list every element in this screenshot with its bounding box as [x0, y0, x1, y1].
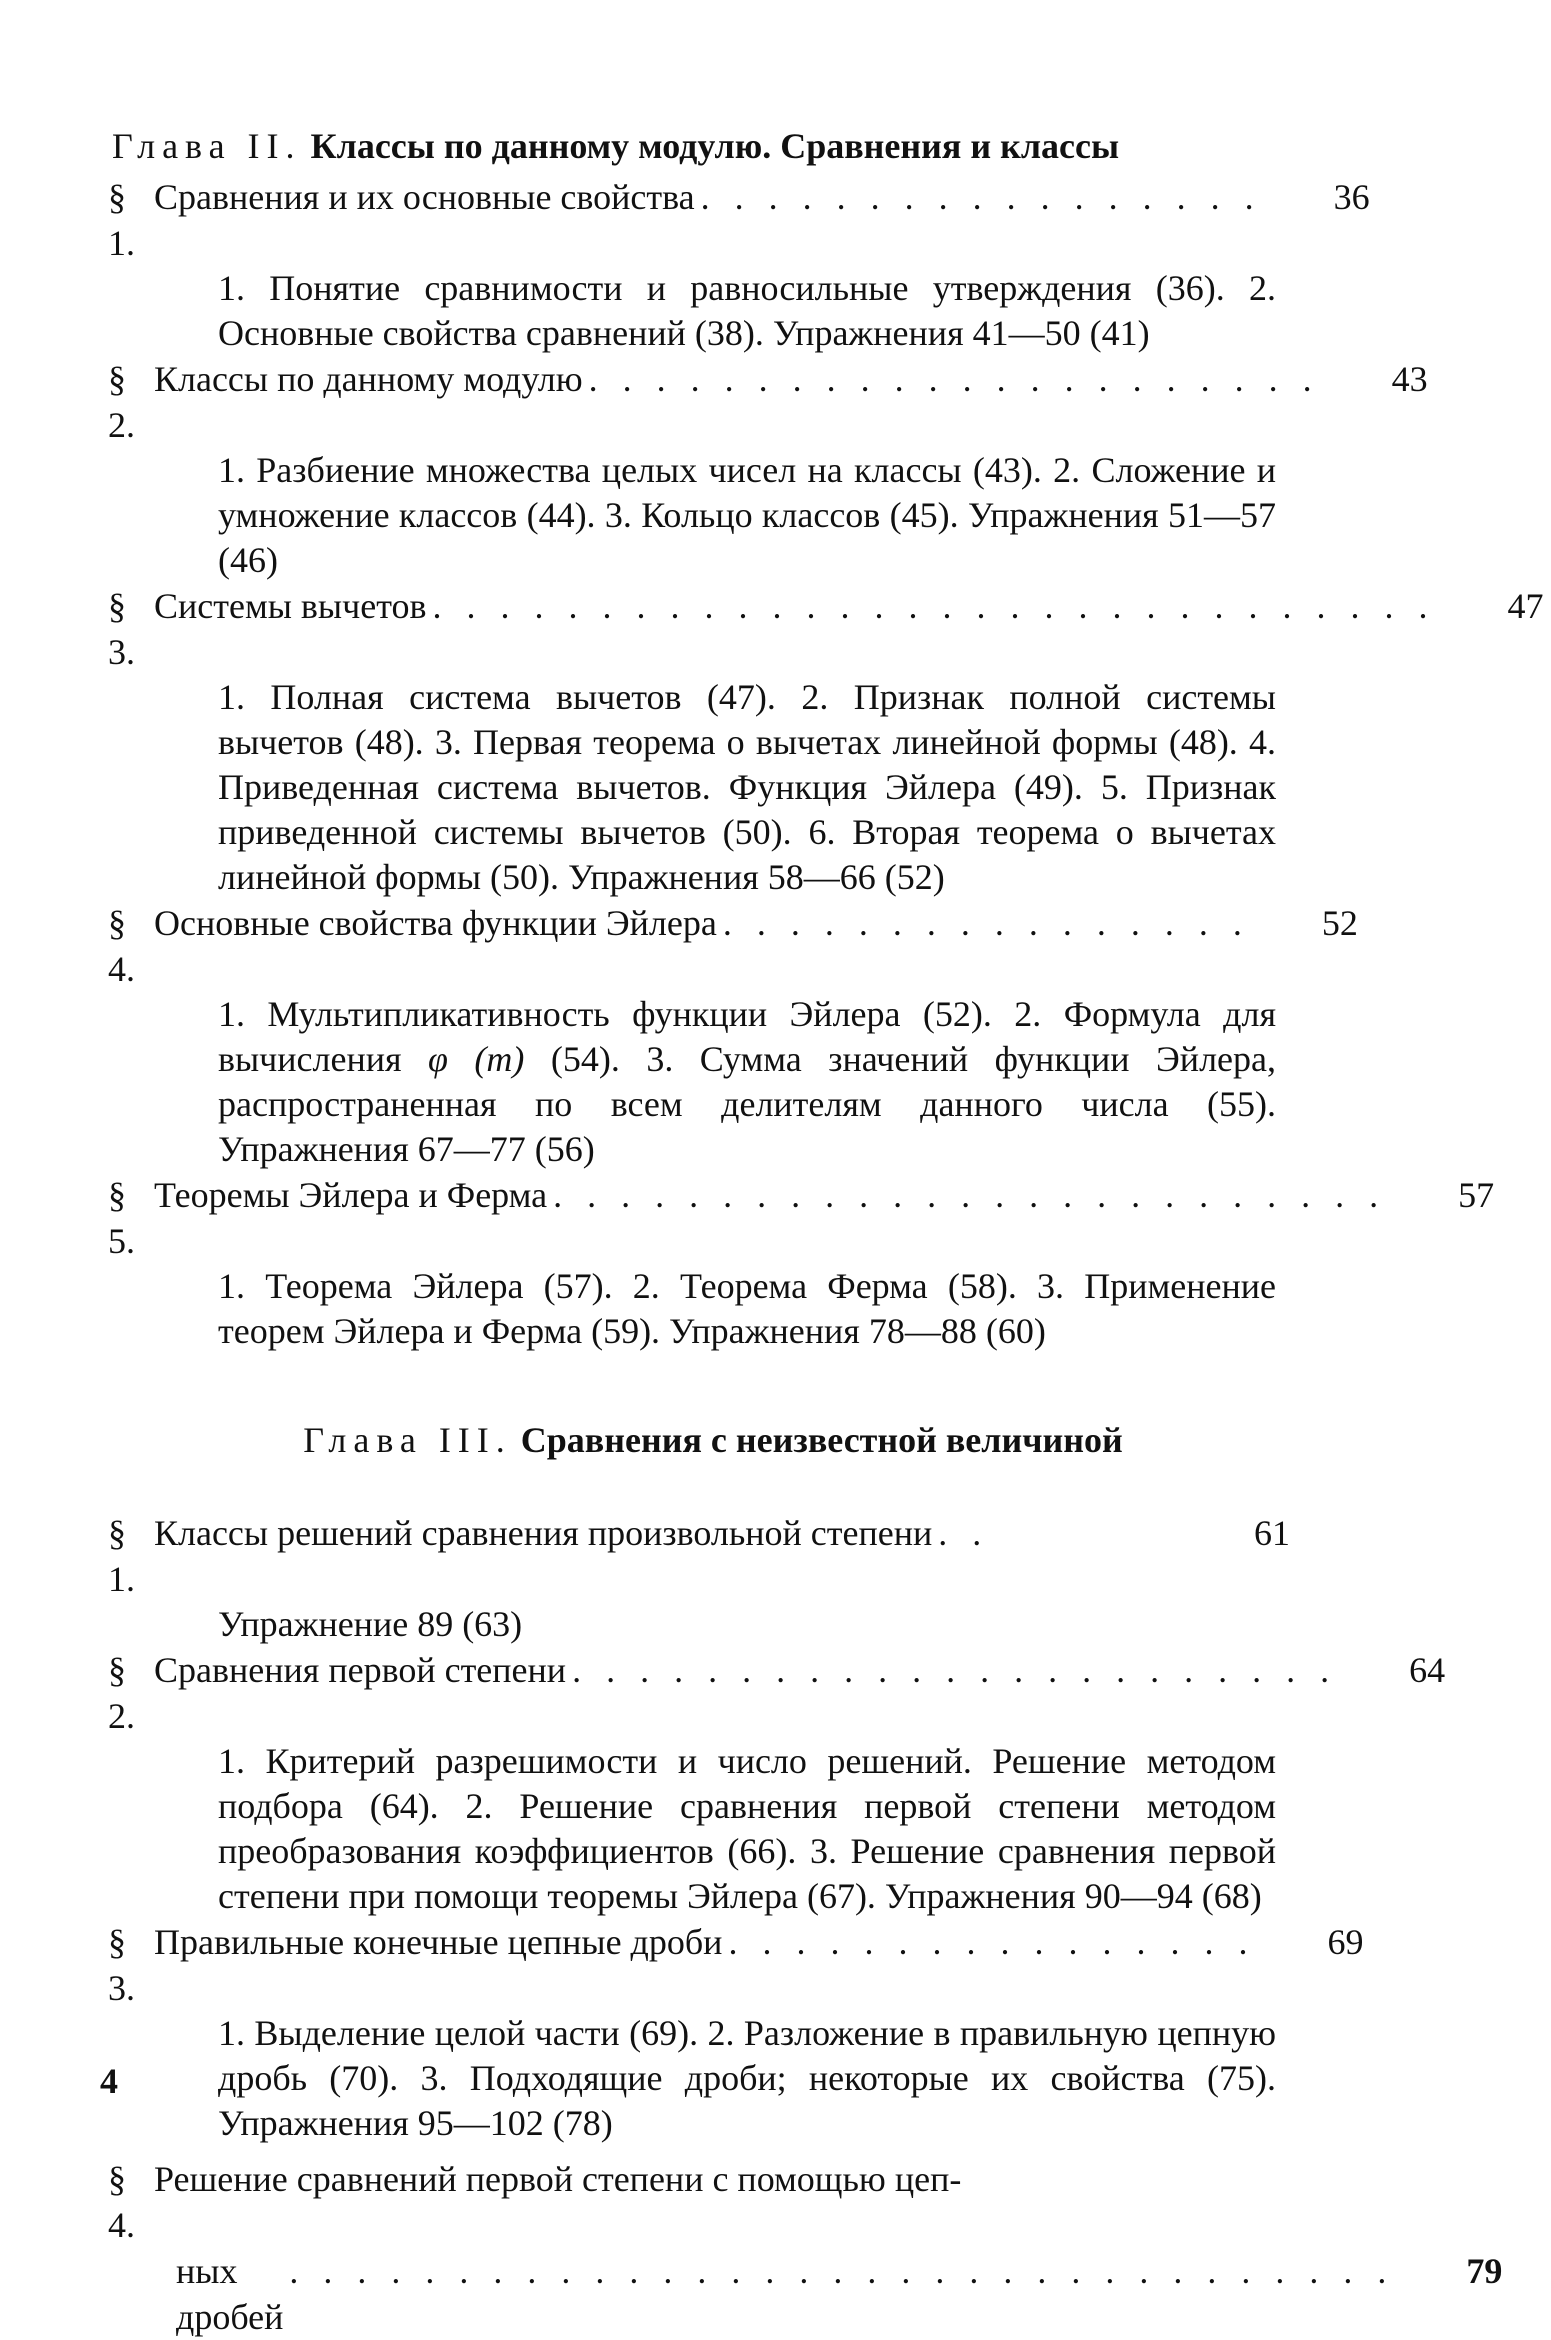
- toc-entry[interactable]: [108, 1510, 1298, 1647]
- toc-entry[interactable]: [108, 1919, 1364, 2146]
- section-title: Решение сравнений первой степени с помощью цеп-: [154, 2159, 962, 2199]
- section-number: § 1.: [108, 177, 135, 263]
- leader-dots: . . . . . . . . . . . . . . . .: [722, 903, 1250, 943]
- leader-dots: . . . . . . . . . . . . . . . . . . . . . . . . .: [553, 1175, 1387, 1215]
- page-folio: 4: [100, 2061, 118, 2101]
- toc-entry[interactable]: [108, 900, 1358, 1172]
- page-number: 61: [1254, 1513, 1290, 1553]
- chapter-2-heading: [112, 122, 1298, 170]
- section-title: Классы решений сравнения произвольной степени: [154, 1513, 933, 1553]
- chapter-3-title: Сравнения с неизвестной величиной: [520, 1420, 1123, 1460]
- page-number: 57: [1458, 1175, 1495, 1215]
- chapter-2-title: Классы по данному модулю. Сравнения и классы: [310, 126, 1120, 166]
- page-number: 64: [1409, 1650, 1446, 1690]
- leader-dots: . . . . . . . . . . . . . . . .: [728, 1922, 1256, 1962]
- chapter-3-heading: [108, 1416, 1298, 1464]
- toc-entry[interactable]: [108, 356, 1428, 583]
- section-number: § 3.: [108, 586, 135, 672]
- leader-dots: . . . . . . . . . . . . . . . . . . . . . .: [588, 359, 1320, 399]
- section-title: Классы по данному модулю: [154, 359, 583, 399]
- toc-entry[interactable]: [108, 2156, 1503, 2340]
- section-title: Системы вычетов: [154, 586, 427, 626]
- section-title: Правильные конечные цепные дроби: [154, 1922, 723, 1962]
- toc-entry[interactable]: [108, 583, 1544, 900]
- toc-entry[interactable]: [108, 1647, 1446, 1919]
- toc-entry[interactable]: [108, 174, 1370, 356]
- leader-dots: . . . . . . . . . . . . . . . . . . . . . . .: [572, 1650, 1338, 1690]
- chapter-3-label: Глава III.: [303, 1420, 512, 1460]
- section-number: § 3.: [108, 1922, 135, 2008]
- leader-dots: . . . . . . . . . . . . . . . . .: [700, 177, 1262, 217]
- page-number: 79: [1466, 2251, 1503, 2291]
- page-number: 52: [1321, 903, 1358, 943]
- page-number: 69: [1327, 1922, 1364, 1962]
- section-contents-part: 1. Мультипликативность функции Эйлера (52). 2. Формула для вычисления: [218, 994, 1276, 1079]
- toc-entry[interactable]: [108, 1172, 1495, 1354]
- section-contents: Упражнение 89 (63): [218, 1604, 523, 1644]
- section-number: § 2.: [108, 1650, 135, 1736]
- section-number: § 4.: [108, 903, 135, 989]
- section-number: § 2.: [108, 359, 135, 445]
- section-contents: 1. Теорема Эйлера (57). 2. Теорема Ферма (58). 3. Применение теорем Эйлера и Ферма (59). Упражнения 78—88 (60): [218, 1266, 1276, 1351]
- table-of-contents: [108, 122, 1544, 2340]
- page-number: 47: [1507, 586, 1544, 626]
- leader-dots: . .: [938, 1513, 990, 1553]
- section-title-continued: ных дробей: [176, 2251, 284, 2337]
- page-number: 36: [1333, 177, 1370, 217]
- section-title: Теоремы Эйлера и Ферма: [154, 1175, 548, 1215]
- leader-dots: . . . . . . . . . . . . . . . . . . . . . . . . . . . . . . . . .: [289, 2251, 1395, 2291]
- section-contents: 1. Критерий разрешимости и число решений. Решение методом подбора (64). 2. Решение сравнения первой степени методом преобразования коэффициентов (66). 3. Решение сравнения первой степени при помощи теоремы Эйлера (67). Упражнения 90—94 (68): [218, 1741, 1276, 1916]
- section-contents: 1. Понятие сравнимости и равносильные утверждения (36). 2. Основные свойства сравнений (38). Упражнения 41—50 (41): [218, 268, 1276, 353]
- page-number: 43: [1391, 359, 1428, 399]
- euler-phi-formula: φ (m): [428, 1039, 525, 1079]
- section-contents: [218, 992, 1276, 1172]
- leader-dots: . . . . . . . . . . . . . . . . . . . . . . . . . . . . . .: [432, 586, 1436, 626]
- section-title: Сравнения первой степени: [154, 1650, 567, 1690]
- chapter-2-label: Глава II.: [112, 126, 302, 166]
- section-title: Основные свойства функции Эйлера: [154, 903, 717, 943]
- section-title: Сравнения и их основные свойства: [154, 177, 695, 217]
- section-number: § 1.: [108, 1513, 135, 1599]
- section-number: § 4.: [108, 2159, 135, 2245]
- section-number: § 5.: [108, 1175, 135, 1261]
- section-contents: 1. Полная система вычетов (47). 2. Признак полной системы вычетов (48). 3. Первая теорема о вычетах линейной формы (48). 4. Приведенная система вычетов. Функция Эйлера (49). 5. Признак приведенной системы вычетов (50). 6. Вторая теорема о вычетах линейной формы (50). Упражнения 58—66 (52): [218, 677, 1276, 897]
- section-contents: 1. Выделение целой части (69). 2. Разложение в правильную цепную дробь (70). 3. Подходящие дроби; некоторые их свойства (75). Упражнения 95—102 (78): [218, 2013, 1276, 2143]
- section-contents: 1. Разбиение множества целых чисел на классы (43). 2. Сложение и умножение классов (44). 3. Кольцо классов (45). Упражнения 51—57 (46): [218, 450, 1276, 580]
- section-contents-part: (54). 3. Сумма значений функции Эйлера, распространенная по всем делителям данного числа (55). Упражнения 67—77 (56): [218, 1039, 1276, 1169]
